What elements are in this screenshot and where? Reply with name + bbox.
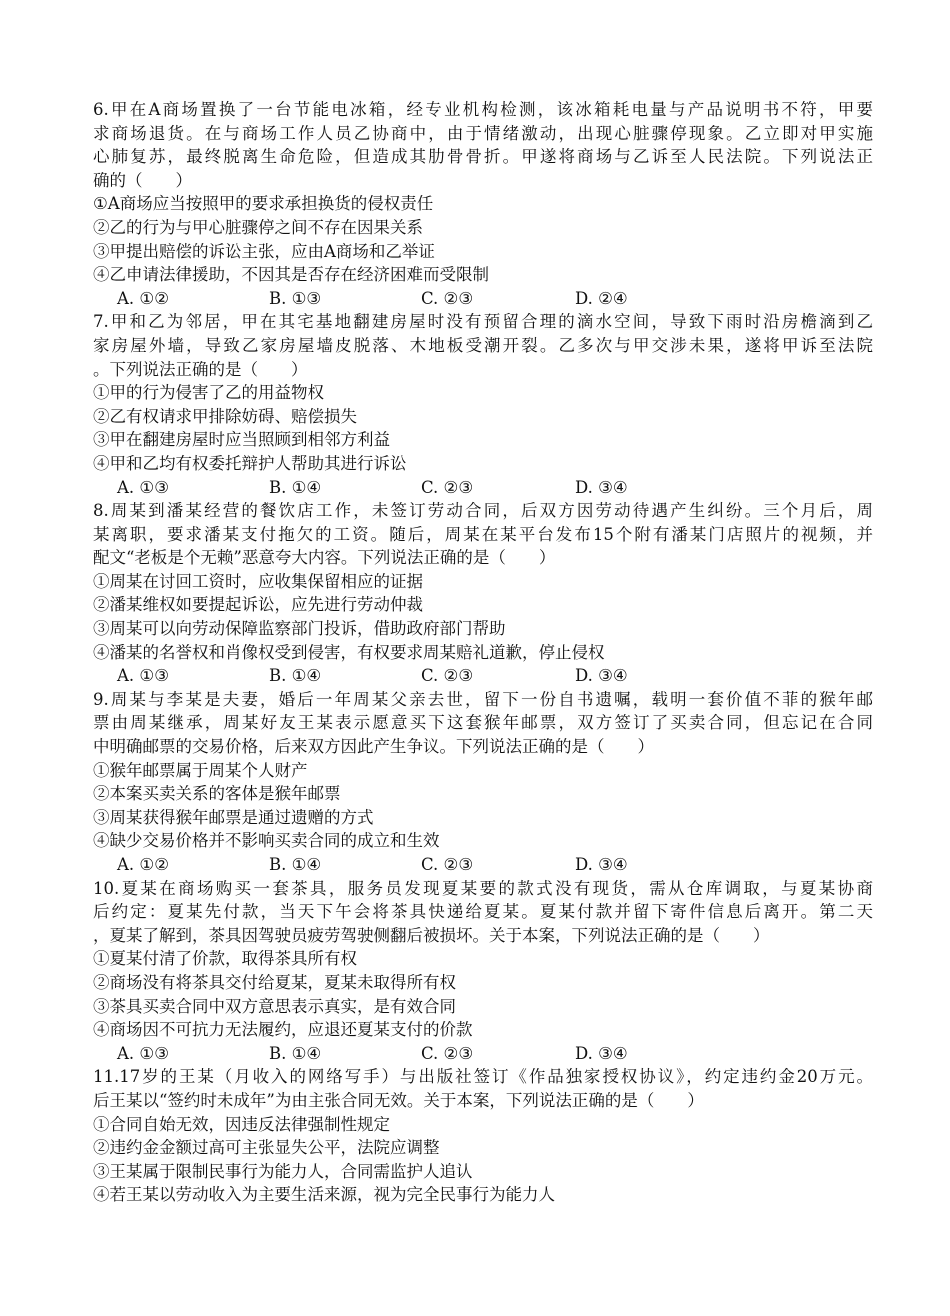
statement-item: ①A商场应当按照甲的要求承担换货的侵权责任 (93, 194, 434, 214)
question-7 (93, 310, 873, 499)
question-stem-line: 票由周某继承，周某好友王某表示愿意买下这套猴年邮票，双方签订了买卖合同，但忘记在合同 (93, 713, 873, 733)
option-d: D. ②④ (575, 288, 628, 308)
statement-item: ③茶具买卖合同中双方意思表示真实，是有效合同 (93, 996, 456, 1016)
question-stem-line: 中明确邮票的交易价格，后来双方因此产生争议。下列说法正确的是（ ） (93, 737, 654, 757)
question-9 (93, 688, 873, 877)
option-c: C. ②③ (421, 1043, 474, 1063)
option-c: C. ②③ (421, 855, 474, 874)
statement-item: ②乙有权请求甲排除妨碍、赔偿损失 (93, 406, 357, 426)
statement-item: ③周某可以向劳动保障监察部门投诉，借助政府部门帮助 (93, 619, 506, 639)
answer-options (93, 664, 873, 688)
question-stem-line: 心肺复苏，最终脱离生命危险，但造成其肋骨骨折。甲遂将商场与乙诉至人民法院。下列说法正 (93, 147, 873, 167)
statement-item: ①周某在讨回工资时，应收集保留相应的证据 (93, 571, 423, 591)
question-stem-line: 11.17岁的王某（月收入的网络写手）与出版社签订《作品独家授权协议》，约定违约金20万元。 (93, 1067, 873, 1087)
statement-item: ①甲的行为侵害了乙的用益物权 (93, 383, 324, 403)
question-stem-line: 9.周某与李某是夫妻，婚后一年周某父亲去世，留下一份自书遗嘱，载明一套价值不菲的猴年邮 (93, 689, 873, 709)
question-stem-line: ，夏某了解到，茶具因驾驶员疲劳驾驶侧翻后被损坏。关于本案，下列说法正确的是（ ） (93, 925, 770, 945)
question-stem-line: 6.甲在A商场置换了一台节能电冰箱，经专业机构检测，该冰箱耗电量与产品说明书不符，甲要 (93, 100, 873, 119)
option-b: B. ①④ (269, 1043, 322, 1063)
statement-item: ③王某属于限制民事行为能力人，合同需监护人追认 (93, 1161, 473, 1181)
statement-item: ③甲在翻建房屋时应当照顾到相邻方利益 (93, 430, 390, 450)
option-d: D. ③④ (575, 855, 628, 874)
option-c: C. ②③ (421, 477, 474, 497)
question-11 (93, 1065, 873, 1207)
question-stem-line: 7.甲和乙为邻居，甲在其宅基地翻建房屋时没有预留合理的滴水空间，导致下雨时沿房檐滴到乙 (93, 312, 873, 332)
question-8 (93, 499, 873, 688)
question-stem-line: 10.夏某在商场购买一套茶具，服务员发现夏某要的款式没有现货，需从仓库调取，与夏某协商 (93, 878, 873, 898)
question-stem-line: 确的（ ） (93, 170, 192, 190)
question-stem-line: 配文“老板是个无赖”恶意夸大内容。下列说法正确的是（ ） (93, 548, 556, 568)
statement-item: ②违约金金额过高可主张显失公平，法院应调整 (93, 1138, 440, 1158)
statement-item: ④商场因不可抗力无法履约，应退还夏某支付的价款 (93, 1020, 473, 1040)
statement-item: ④乙申请法律援助，不因其是否存在经济困难而受限制 (93, 265, 489, 285)
answer-options (93, 476, 873, 500)
statement-item: ①夏某付清了价款，取得茶具所有权 (93, 949, 357, 969)
option-a: A. ①② (117, 288, 169, 308)
option-b: B. ①④ (269, 477, 322, 497)
statement-item: ①合同自始无效，因违反法律强制性规定 (93, 1114, 390, 1134)
answer-options (93, 1042, 873, 1066)
statement-item: ②商场没有将茶具交付给夏某，夏某未取得所有权 (93, 972, 456, 992)
question-stem-line: 。下列说法正确的是（ ） (93, 359, 308, 379)
statement-item: ③周某获得猴年邮票是通过遗赠的方式 (93, 807, 374, 827)
option-a: A. ①③ (117, 666, 169, 686)
option-d: D. ③④ (575, 1043, 628, 1063)
option-b: B. ①④ (269, 855, 322, 874)
question-10 (93, 877, 873, 1066)
statement-item: ④若王某以劳动收入为主要生活来源，视为完全民事行为能力人 (93, 1185, 555, 1205)
statement-item: ④缺少交易价格并不影响买卖合同的成立和生效 (93, 831, 440, 851)
option-b: B. ①④ (269, 666, 322, 686)
statement-item: ④甲和乙均有权委托辩护人帮助其进行诉讼 (93, 453, 407, 473)
question-stem-line: 某离职，要求潘某支付拖欠的工资。随后，周某在某平台发布15个附有潘某门店照片的视频，并 (93, 524, 873, 544)
option-d: D. ③④ (575, 666, 628, 686)
question-stem-line: 后王某以“签约时未成年”为由主张合同无效。关于本案，下列说法正确的是（ ） (93, 1090, 704, 1110)
option-c: C. ②③ (421, 666, 474, 686)
statement-item: ②潘某维权如要提起诉讼，应先进行劳动仲裁 (93, 595, 423, 615)
question-6 (93, 98, 873, 310)
option-c: C. ②③ (421, 288, 474, 308)
question-stem-line: 家房屋外墙，导致乙家房屋墙皮脱落、木地板受潮开裂。乙多次与甲交涉未果，遂将甲诉至法院 (93, 335, 873, 355)
option-d: D. ③④ (575, 477, 628, 497)
answer-options (93, 287, 873, 311)
statement-item: ④潘某的名誉权和肖像权受到侵害，有权要求周某赔礼道歉，停止侵权 (93, 642, 605, 662)
option-b: B. ①③ (269, 288, 322, 308)
statement-item: ③甲提出赔偿的诉讼主张，应由A商场和乙举证 (93, 241, 435, 261)
question-stem-line: 后约定：夏某先付款，当天下午会将茶具快递给夏某。夏某付款并留下寄件信息后离开。第二天 (93, 902, 873, 922)
option-a: A. ①③ (117, 477, 169, 497)
statement-item: ②本案买卖关系的客体是猴年邮票 (93, 784, 341, 804)
question-list (93, 98, 873, 1207)
statement-item: ①猴年邮票属于周某个人财产 (93, 760, 308, 780)
answer-options (93, 853, 873, 877)
statement-item: ②乙的行为与甲心脏骤停之间不存在因果关系 (93, 217, 423, 237)
question-stem-line: 求商场退货。在与商场工作人员乙协商中，由于情绪激动，出现心脏骤停现象。乙立即对甲实施 (93, 123, 873, 143)
option-a: A. ①② (117, 855, 169, 874)
question-stem-line: 8.周某到潘某经营的餐饮店工作，未签订劳动合同，后双方因劳动待遇产生纠纷。三个月后，周 (93, 501, 873, 521)
option-a: A. ①③ (117, 1043, 169, 1063)
